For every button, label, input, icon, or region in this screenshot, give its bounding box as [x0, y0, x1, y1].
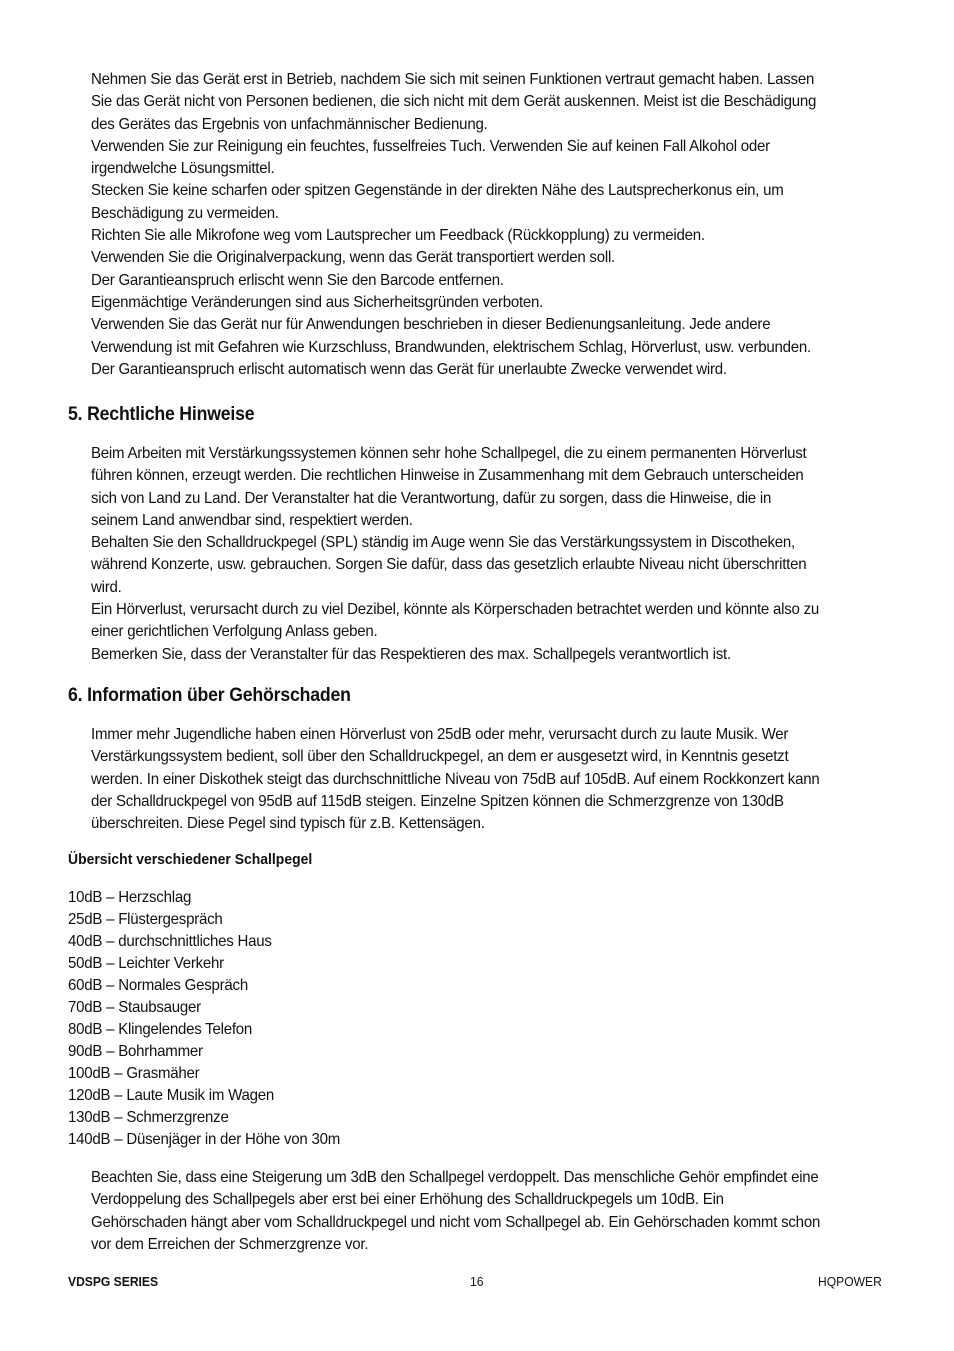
text-line: Bemerken Sie, dass der Veranstalter für das Respektieren des max. Schallpegels verantwortlich ist. — [91, 645, 731, 663]
text-line: Verwenden Sie das Gerät nur für Anwendungen beschrieben in dieser Bedienungsanleitung. Jede andere — [91, 316, 771, 334]
text-line: führen können, erzeugt werden. Die rechtlichen Hinweise in Zusammenhang mit dem Gebrauch unterscheiden — [91, 467, 804, 485]
list-item: 70dB – Staubsauger — [68, 999, 201, 1016]
text-line: der Schalldruckpegel von 95dB auf 115dB steigen. Einzelne Spitzen können die Schmerzgrenze von 130dB — [91, 792, 784, 810]
section-6-heading: 6. Information über Gehörschaden — [68, 685, 351, 706]
text-line: sich von Land zu Land. Der Veranstalter hat die Verantwortung, dafür zu sorgen, dass die Hinweise, die in — [91, 489, 772, 507]
text-line: während Konzerte, usw. gebrauchen. Sorgen Sie dafür, dass das gesetzlich erlaubte Niveau nicht überschritten — [91, 556, 807, 574]
text-line: seinem Land anwendbar sind, respektiert werden. — [91, 511, 413, 529]
text-line: Behalten Sie den Schalldruckpegel (SPL) ständig im Auge wenn Sie das Verstärkungssystem in Discotheken, — [91, 534, 795, 552]
text-line: überschreiten. Diese Pegel sind typisch für z.B. Kettensägen. — [91, 815, 485, 833]
text-line: Richten Sie alle Mikrofone weg vom Lautsprecher um Feedback (Rückkopplung) zu vermeiden. — [91, 227, 705, 245]
text-line: Der Garantieanspruch erlischt wenn Sie den Barcode entfernen. — [91, 271, 504, 289]
text-line: Gehörschaden hängt aber vom Schalldruckpegel und nicht vom Schallpegel ab. Ein Gehörschaden kommt schon — [91, 1213, 821, 1231]
list-item: 50dB – Leichter Verkehr — [68, 955, 224, 972]
text-line: Beachten Sie, dass eine Steigerung um 3dB den Schallpegel verdoppelt. Das menschliche Gehör empfindet eine — [91, 1169, 819, 1186]
list-item: 25dB – Flüstergespräch — [68, 911, 223, 928]
text-line: Nehmen Sie das Gerät erst in Betrieb, nachdem Sie sich mit seinen Funktionen vertraut gemacht haben. Lassen — [91, 71, 815, 88]
text-line: Der Garantieanspruch erlischt automatisch wenn das Gerät für unerlaubte Zwecke verwendet wird. — [91, 360, 727, 378]
text-line: Ein Hörverlust, verursacht durch zu viel Dezibel, könnte als Körperschaden betrachtet werden und könnte also zu — [91, 601, 820, 619]
text-line: Stecken Sie keine scharfen oder spitzen Gegenstände in der direkten Nähe des Lautsprecherkonus ein, um — [91, 182, 784, 200]
text-line: werden. In einer Diskothek steigt das durchschnittliche Niveau von 75dB auf 105dB. Auf einem Rockkonzert kann — [91, 770, 820, 788]
text-line: Verstärkungssystem bedient, soll über den Schalldruckpegel, an dem er ausgesetzt wird, in Kenntnis gesetzt — [91, 748, 789, 766]
text-line: irgendwelche Lösungsmittel. — [91, 160, 275, 178]
section-5-heading: 5. Rechtliche Hinweise — [68, 404, 255, 425]
text-line: Eigenmächtige Veränderungen sind aus Sicherheitsgründen verboten. — [91, 293, 544, 311]
text-line: Beschädigung zu vermeiden. — [91, 204, 279, 222]
text-line: vor dem Erreichen der Schmerzgrenze vor. — [91, 1235, 369, 1253]
list-item: 60dB – Normales Gespräch — [68, 977, 248, 994]
intro-paragraph — [91, 69, 843, 381]
text-line: einer gerichtlichen Verfolgung Anlass geben. — [91, 623, 378, 641]
text-line: Verwendung ist mit Gefahren wie Kurzschluss, Brandwunden, elektrischem Schlag, Hörverlust, usw. verbunden. — [91, 338, 811, 356]
list-item: 10dB – Herzschlag — [68, 889, 192, 906]
section-5-paragraph — [91, 443, 843, 666]
list-item: 80dB – Klingelendes Telefon — [68, 1021, 253, 1038]
closing-paragraph — [91, 1167, 843, 1256]
text-line: Verwenden Sie die Originalverpackung, wenn das Gerät transportiert werden soll. — [91, 249, 616, 267]
list-item: 100dB – Grasmäher — [68, 1065, 200, 1082]
list-item: 90dB – Bohrhammer — [68, 1043, 203, 1060]
footer-brand: HQPOWER — [818, 1274, 882, 1289]
text-line: Verwenden Sie zur Reinigung ein feuchtes, fusselfreies Tuch. Verwenden Sie auf keinen Fall Alkohol oder — [91, 137, 770, 155]
text-line: des Gerätes das Ergebnis von unfachmännischer Bedienung. — [91, 115, 488, 133]
list-item: 120dB – Laute Musik im Wagen — [68, 1087, 275, 1104]
list-item: 40dB – durchschnittliches Haus — [68, 933, 272, 950]
sound-levels-subheading: Übersicht verschiedener Schallpegel — [68, 851, 313, 868]
list-item: 140dB – Düsenjäger in der Höhe von 30m — [68, 1131, 340, 1148]
sound-levels-list — [68, 887, 340, 1151]
footer-series: VDSPG SERIES — [68, 1274, 159, 1289]
text-line: Sie das Gerät nicht von Personen bedienen, die sich nicht mit dem Gerät auskennen. Meist ist die Beschädigung — [91, 93, 817, 111]
text-line: Beim Arbeiten mit Verstärkungssystemen können sehr hohe Schallpegel, die zu einem permanenten Hörverlust — [91, 445, 807, 462]
section-6-paragraph — [91, 724, 843, 835]
footer-page-number: 16 — [470, 1274, 484, 1289]
list-item: 130dB – Schmerzgrenze — [68, 1109, 229, 1126]
text-line: Immer mehr Jugendliche haben einen Hörverlust von 25dB oder mehr, verursacht durch zu laute Musik. Wer — [91, 726, 789, 743]
text-line: wird. — [91, 578, 122, 596]
text-line: Verdoppelung des Schallpegels aber erst bei einer Erhöhung des Schalldruckpegels um 10dB. Ein — [91, 1191, 724, 1209]
